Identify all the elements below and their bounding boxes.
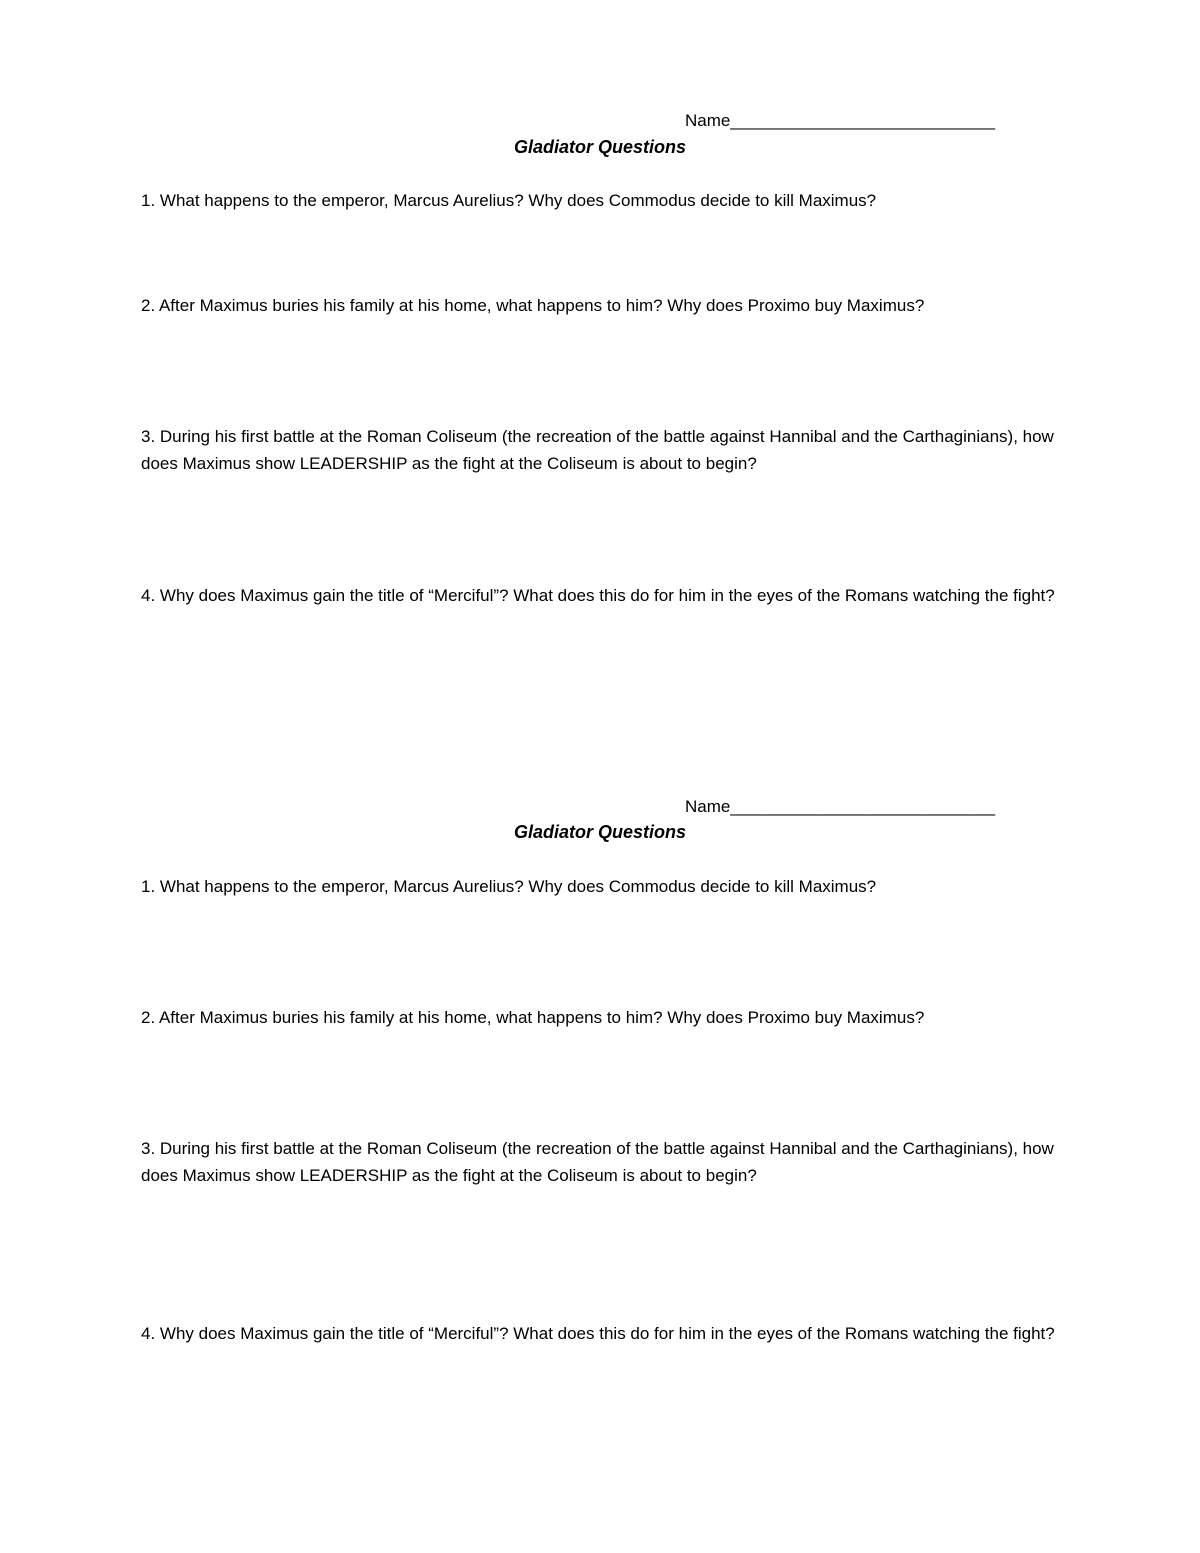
worksheet-title: Gladiator Questions (513, 822, 687, 842)
question-3: 3. During his first battle at the Roman Coliseum (the recreation of the battle against Hannibal and the Carthaginians), how does Maximus show LEADERSHIP as the fight at the Coliseum is about to begin? (141, 1139, 1059, 1185)
question-4: 4. Why does Maximus gain the title of “Merciful”? What does this do for him in the eyes of the Romans watching the fight? (141, 586, 1055, 605)
question-1: 1. What happens to the emperor, Marcus Aurelius? Why does Commodus decide to kill Maximus? (141, 191, 877, 210)
question-3: 3. During his first battle at the Roman Coliseum (the recreation of the battle against Hannibal and the Carthaginians), how does Maximus show LEADERSHIP as the fight at the Coliseum is about to begin? (141, 427, 1059, 473)
question-1: 1. What happens to the emperor, Marcus Aurelius? Why does Commodus decide to kill Maximus? (141, 877, 877, 896)
worksheet-title: Gladiator Questions (513, 137, 687, 157)
question-4: 4. Why does Maximus gain the title of “Merciful”? What does this do for him in the eyes of the Romans watching the fight? (141, 1324, 1055, 1343)
name-field-label: Name____________________________ (685, 111, 996, 130)
name-field-label: Name____________________________ (685, 797, 996, 816)
question-2: 2. After Maximus buries his family at his home, what happens to him? Why does Proximo buy Maximus? (141, 1008, 925, 1027)
question-2: 2. After Maximus buries his family at his home, what happens to him? Why does Proximo buy Maximus? (141, 296, 925, 315)
